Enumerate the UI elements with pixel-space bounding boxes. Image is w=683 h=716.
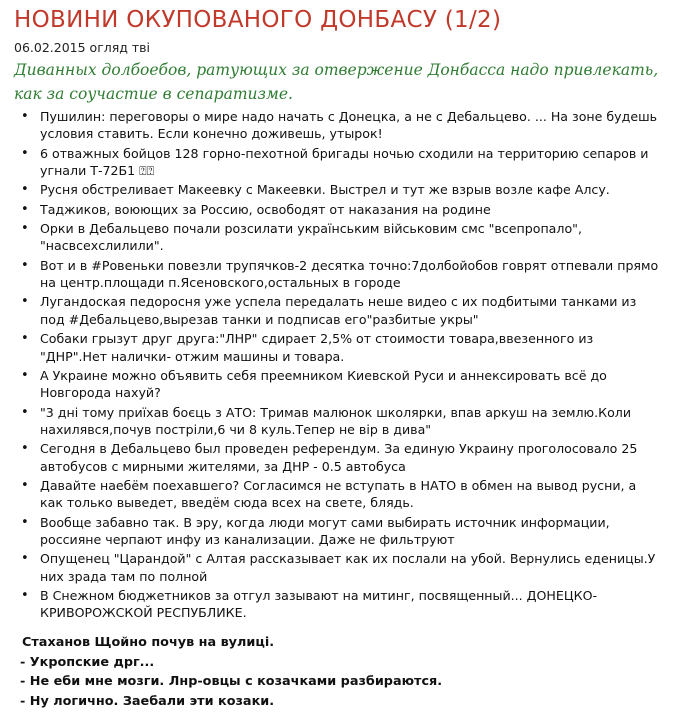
list-item (20, 404, 660, 439)
list-item (20, 477, 660, 512)
list-item-text: 6 отважных бойцов 128 горно-пехотной бригады ночью сходили на территорию сепаров и угнали Т-72Б1 ⍰⍰ (40, 145, 649, 179)
list-item (20, 367, 660, 402)
bullet-icon: • (21, 551, 29, 567)
list-item (20, 330, 660, 365)
list-item (20, 587, 660, 622)
list-item (20, 514, 660, 549)
dialog-line: Стаханов Щойно почув на вулиці. (22, 635, 275, 650)
list-item-text: В Снежном бюджетников за отгул зазывают на митинг, посвященный... ДОНЕЦКО-КРИВОРОЖСКОЙ РЕСПУБЛИКЕ. (40, 588, 598, 621)
list-item-text: Сегодня в Дебальцево был проведен референдум. За единую Украину проголосовало 25 автобусов с мирными жителями, за ДНР - 0.5 автобуса (40, 441, 638, 474)
subtitle: Диванных долбоебов, ратующих за отвержение Донбасса надо привлекать, как за соучастие в сепаратизме. (14, 61, 659, 103)
list-item (20, 220, 660, 255)
list-item-text: "3 дні тому приїхав боєць з АТО: Тримав малюнок школярки, впав аркуш на землю.Коли нахилявся,почув постріли,6 чи 8 куль.Тепер не вір в дива" (40, 404, 632, 437)
bullet-icon: • (21, 367, 29, 383)
list-item-text: Русня обстреливает Макеевку с Макеевки. Выстрел и тут же взрыв возле кафе Алсу. (40, 182, 610, 198)
news-list (20, 108, 660, 624)
list-item (20, 145, 660, 180)
list-item (20, 181, 660, 198)
bullet-icon: • (21, 201, 29, 217)
list-item-text: Собаки грызут друг друга:"ЛНР" сдирает 2,5% от стоимости товара,ввезенного из "ДНР".Нет налички- отжим машины и товара. (40, 331, 594, 364)
list-item-text: Орки в Дебальцево почали розсилати українським військовим смс "всепропало", "насвсехслилили". (40, 221, 582, 254)
list-item-text: Пушилин: переговоры о мире надо начать с Донецка, а не с Дебальцево. ... На зоне будешь условия ставить. Если конечно доживешь, утырок! (40, 109, 658, 142)
dialog-block (20, 633, 660, 711)
list-item (20, 440, 660, 475)
bullet-icon: • (21, 145, 29, 161)
bullet-icon: • (21, 257, 29, 273)
dateline: 06.02.2015 огляд тві (14, 40, 151, 55)
list-item (20, 201, 660, 218)
list-item-text: Вообще забавно так. В эру, когда люди могут сами выбирать источник информации, россияне черпают инфу из канализации. Даже не фильтруют (40, 514, 610, 548)
dialog-line: - Ну логично. Заебали эти козаки. (20, 693, 275, 709)
bullet-icon: • (21, 182, 29, 198)
bullet-icon: • (21, 404, 29, 420)
list-item (20, 108, 660, 143)
bullet-icon: • (21, 514, 29, 530)
page-title: НОВИНИ ОКУПОВАНОГО ДОНБАСУ (1/2) (14, 7, 502, 33)
list-item-text: Таджиков, воюющих за Россию, освободят от наказания на родине (40, 201, 491, 217)
bullet-icon: • (21, 331, 29, 347)
bullet-icon: • (21, 588, 29, 604)
list-item (20, 550, 660, 585)
bullet-icon: • (21, 109, 29, 124)
bullet-icon: • (21, 477, 29, 493)
list-item-text: А Украине можно объявить себя преемником Киевской Руси и аннексировать всё до Новгорода нахуй? (40, 367, 607, 401)
bullet-icon: • (21, 221, 29, 236)
list-item-text: Опущенец "Царандой" с Алтая рассказывает как их послали на убой. Вернулись еденицы.У них зрада там по полной (40, 551, 656, 584)
list-item-text: Вот и в #Ровеньки повезли трупячков-2 десятка точно:7долбойобов говрят отпевали прямо на центр.площади п.Ясеновского,остальных в городе (40, 257, 659, 291)
list-item (20, 257, 660, 292)
list-item-text: Давайте наебём поехавшего? Согласимся не вступать в НАТО в обмен на вывод русни, а как только выведет, введём сюда всех на свете, блядь. (40, 477, 637, 511)
list-item (20, 293, 660, 328)
dialog-line: - Укропские дрг... (20, 654, 155, 670)
dialog-line: - Не еби мне мозги. Лнр-овцы с козачками разбираются. (20, 674, 443, 689)
list-item-text: Лугандоская педоросня уже успела передалать неше видео с их подбитыми танками из под #Дебальцево,вырезав танки и подписав его"разбитые укры" (40, 294, 637, 327)
bullet-icon: • (21, 294, 29, 310)
bullet-icon: • (21, 441, 29, 457)
